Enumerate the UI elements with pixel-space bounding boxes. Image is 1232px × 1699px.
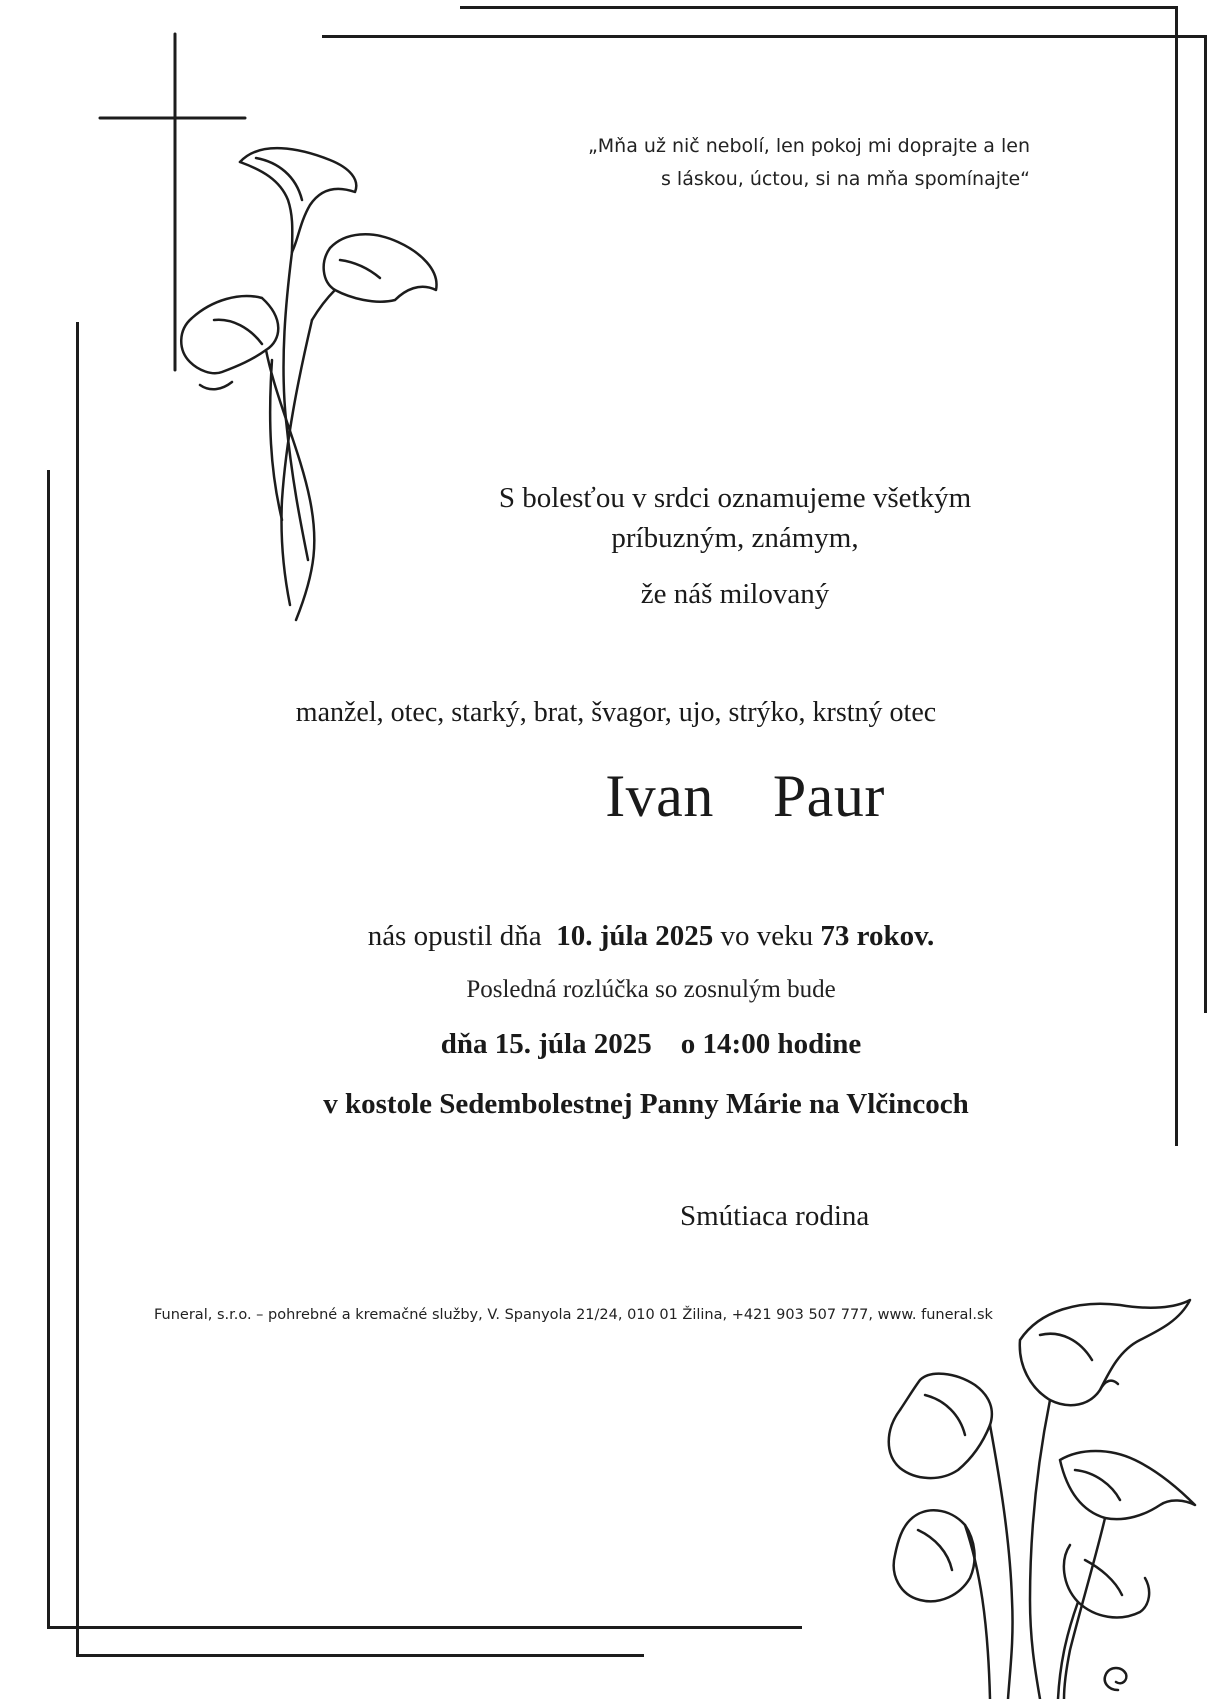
frame-bottom-line-inner (76, 1654, 644, 1657)
announcement-intro (430, 478, 1040, 614)
frame-bottom-line-outer (47, 1626, 802, 1629)
farewell-datetime: dňa 15. júla 2025 o 14:00 hodine (440, 1028, 862, 1060)
farewell-place: v kostole Sedembolestnej Panny Márie na Vlčincoch (323, 1088, 969, 1120)
farewell-intro: Posledná rozlúčka so zosnulým bude (466, 976, 836, 1003)
frame-top-line-inner (322, 35, 1206, 38)
family-signature: Smútiaca rodina (680, 1200, 870, 1232)
funeral-service-footer: Funeral, s.r.o. – pohrebné a kremačné služby, V. Spanyola 21/24, 010 01 Žilina, +421 903 507 777, www. funeral.sk (154, 1307, 993, 1323)
death-info (35, 920, 1232, 953)
death-age: 73 rokov. (820, 920, 935, 952)
quote (520, 130, 1030, 196)
frame-right-line-outer (1175, 6, 1178, 1146)
frame-top-line-outer (460, 6, 1177, 9)
frame-right-line-inner (1204, 35, 1207, 1013)
quote-line-1: „Mňa už nič nebolí, len pokoj mi doprajte a len (587, 135, 1030, 157)
death-middle: vo veku (720, 920, 814, 952)
death-date: 10. júla 2025 (556, 920, 714, 952)
quote-line-2: s láskou, úctou, si na mňa spomínajte“ (660, 168, 1030, 190)
deceased-name: Ivan Paur (605, 763, 885, 829)
relations: manžel, otec, starký, brat, švagor, ujo, strýko, krstný otec (295, 697, 937, 728)
intro-line-1: S bolesťou v srdci oznamujeme všetkým (498, 482, 972, 514)
death-prefix: nás opustil dňa (367, 920, 542, 952)
intro-line-2: príbuzným, známym, (611, 522, 859, 554)
intro-line-3: že náš milovaný (640, 578, 830, 610)
